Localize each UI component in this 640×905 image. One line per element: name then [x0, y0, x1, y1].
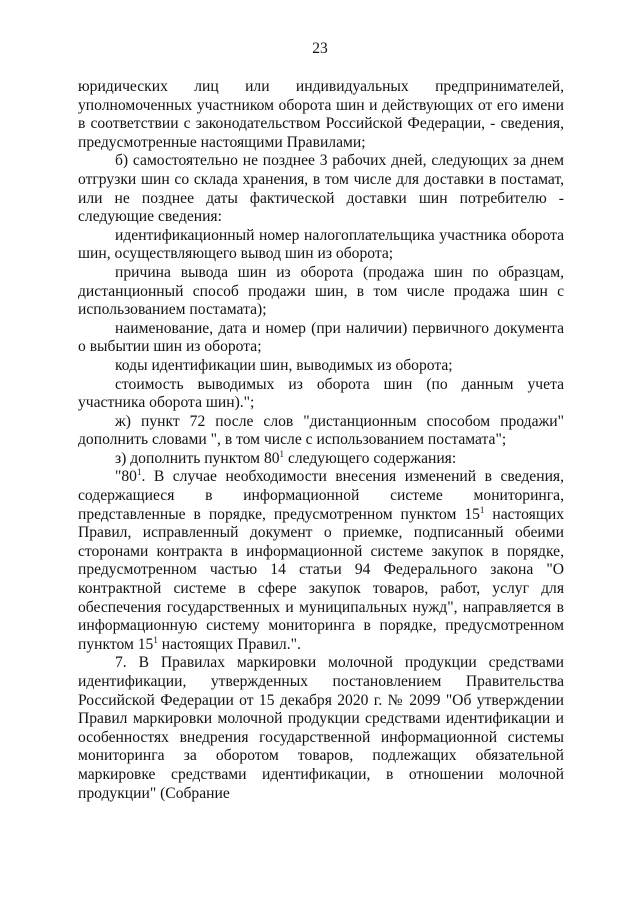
superscript: 1 — [479, 504, 485, 515]
text-run: юридических лиц или индивидуальных предпринимателей, уполномоченных участником оборота шин и действующих от его имени в соответствии с законодательством Российской Федерации, - сведения, предусмотренные настоящими Правилами; — [78, 78, 564, 151]
text-run: 7. В Правилах маркировки молочной продукции средствами идентификации, утвержденных постановлением Правительства Российской Федерации от 15 декабря 2020 г. № 2099 "Об утверждении Правил маркировки молочной продукции средствами идентификации и особенностях внедрения государственной информационной системы мониторинга за оборотом товаров, подлежащих обязательной маркировке средствами идентификации, в отношении молочной продукции" (Собрание — [78, 654, 564, 802]
page-number: 23 — [312, 40, 328, 57]
text-run: . В случае необходимости внесения изменений в сведения, содержащиеся в информационной системе мониторинга, представленные в порядке, предусмотренном пунктом 15 — [78, 468, 564, 523]
text-run: следующего содержания: — [284, 449, 457, 467]
paragraph — [78, 152, 564, 226]
document-body — [78, 78, 564, 803]
paragraph — [78, 320, 564, 357]
text-run: б) самостоятельно не позднее 3 рабочих дней, следующих за днем отгрузки шин со склада хранения, в том числе для доставки в постамат, или не позднее даты фактической доставки шин потребителю - следующие сведения: — [78, 152, 564, 226]
paragraph — [78, 376, 564, 413]
text-run: настоящих Правил.". — [157, 635, 301, 653]
paragraph — [78, 264, 564, 320]
text-run: коды идентификации шин, выводимых из оборота; — [115, 356, 453, 374]
text-run: ж) пункт 72 после слов "дистанционным способом продажи" дополнить словами ", в том числе с использованием постамата"; — [78, 412, 564, 449]
paragraph — [78, 227, 564, 264]
paragraph — [78, 654, 564, 803]
text-run: идентификационный номер налогоплательщика участника оборота шин, осуществляющего вывод шин из оборота; — [78, 226, 564, 263]
text-run: "80 — [115, 468, 137, 486]
superscript: 1 — [153, 634, 158, 645]
text-run: наименование, дата и номер (при наличии) первичного документа о выбытии шин из оборота; — [78, 319, 564, 356]
superscript: 1 — [279, 448, 285, 459]
text-run: стоимость выводимых из оборота шин (по данным учета участника оборота шин)."; — [78, 375, 564, 412]
paragraph — [78, 468, 564, 654]
paragraph — [78, 78, 564, 152]
text-run: настоящих Правил, исправленный документ о приемке, подписанный обеими сторонами контракта в информационной системе закупок в порядке, предусмотренном частью 14 статьи 94 Федерального закона "О контрактной системе в сфере закупок товаров, работ, услуг для обеспечения государственных и муниципальных нужд", направляется в информационную систему мониторинга в порядке, предусмотренном пунктом 15 — [78, 505, 564, 653]
text-run: причина вывода шин из оборота (продажа шин по образцам, дистанционный способ продажи шин, в том числе продажа шин с использованием постамата); — [78, 263, 564, 319]
paragraph — [78, 450, 564, 469]
paragraph — [78, 357, 564, 376]
text-run: з) дополнить пунктом 80 — [115, 449, 280, 467]
superscript: 1 — [136, 467, 142, 478]
paragraph — [78, 413, 564, 450]
